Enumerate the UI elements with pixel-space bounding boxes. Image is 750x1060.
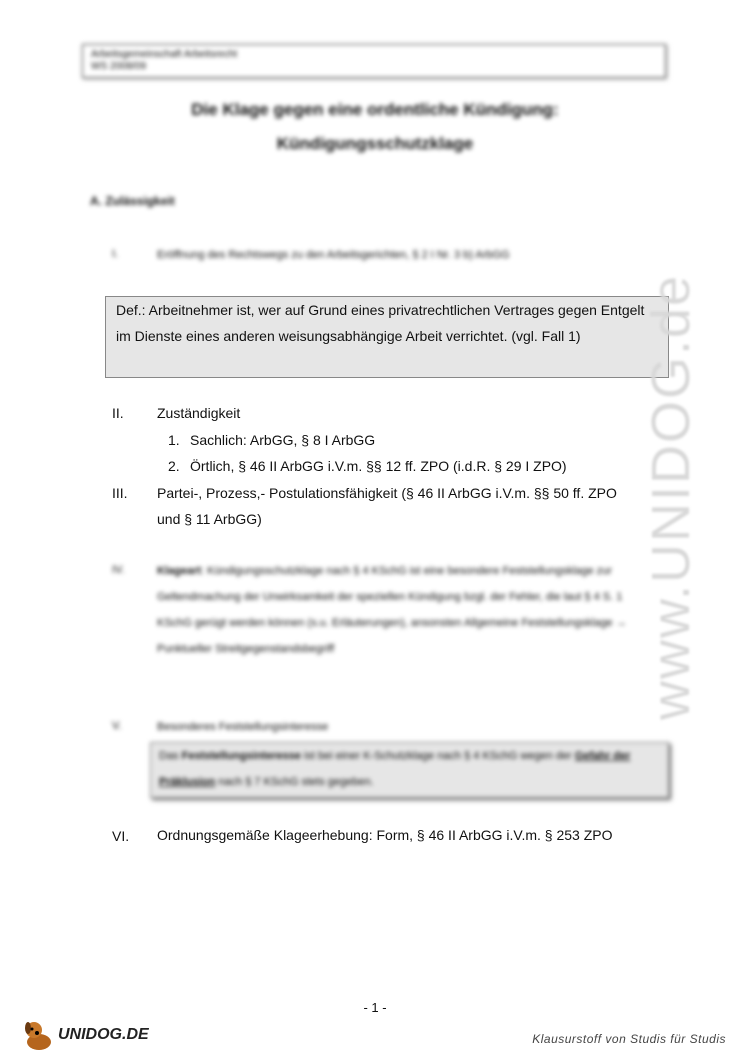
logo-text: UNIDOG.DE [58, 1026, 149, 1043]
item-i-number: I. [112, 248, 119, 260]
item-iv-text [157, 558, 657, 662]
header-line-2: WS 2008/09 [91, 61, 147, 72]
list-item-text: Sachlich: ArbGG, § 8 I ArbGG [190, 432, 376, 448]
item-iii-text [157, 480, 617, 532]
interest-pre: Das [159, 750, 182, 762]
interest-underlined: Gefahr der Präklusion [159, 750, 631, 788]
dog-icon [22, 1018, 56, 1052]
title-line-1: Die Klage gegen eine ordentliche Kündigung: [191, 100, 559, 119]
list-item-number: 2. [168, 458, 180, 474]
item-iv-number: IV. [112, 564, 125, 576]
item-iv-label: Klageart [157, 565, 202, 577]
item-ii-number: II. [112, 405, 124, 421]
list-item [168, 458, 567, 474]
header-box [82, 44, 666, 78]
item-i-text: Eröffnung des Rechtswegs zu den Arbeitsgerichten, § 2 I Nr. 3 b) ArbGG [157, 249, 510, 261]
item-iii-number: III. [112, 485, 128, 501]
header-line-1: Arbeitsgemeinschaft Arbeitsrecht [91, 49, 238, 60]
definition-text: Def.: Arbeitnehmer ist, wer auf Grund eines privatrechtlichen Vertrages gegen Entgelt im Dienste eines anderen weisungsabhängige Arbeit verrichtet. (vgl. Fall 1) [116, 302, 645, 344]
item-v-number: V. [112, 720, 122, 732]
interest-post: nach § 7 KSchG stets gegeben. [215, 776, 374, 788]
item-vi-number: VI. [112, 828, 130, 844]
footer-logo [22, 1018, 149, 1052]
definition-box [105, 296, 669, 378]
watermark: www.UNIDOG.de [641, 273, 701, 720]
interest-bold: Feststellungsinteresse [181, 750, 301, 762]
title-line-2: Kündigungsschutzklage [276, 134, 474, 153]
interest-mid: ist bei einer K-Schutzklage nach § 4 KSchG wegen der [300, 750, 575, 762]
footer-tagline: Klausurstoff von Studis für Studis [532, 1032, 726, 1046]
item-ii-text: Zuständigkeit [157, 405, 241, 421]
page-number: - 1 - [363, 1000, 387, 1015]
list-item [168, 432, 375, 448]
interest-box [150, 742, 669, 798]
item-vi-text: Ordnungsgemäße Klageerhebung: Form, § 46 II ArbGG i.V.m. § 253 ZPO [157, 827, 613, 843]
list-item-number: 1. [168, 432, 180, 448]
item-iii-line-1: Partei-, Prozess,- Postulationsfähigkeit (§ 46 II ArbGG i.V.m. §§ 50 ff. ZPO [157, 485, 617, 501]
item-iv-body: : Kündigungsschutzklage nach § 4 KSchG ist eine besondere Feststellungsklage zur Geltendmachung der Unwirksamkeit der speziellen Kündigung bzgl. der Fehler, die laut § 4 S. 1 KSchG gerügt werden können (s.u. Erläuterungen), ansonsten Allgemeine Feststellungsklage → Punktueller Streitgegenstandsbegriff [157, 565, 627, 655]
section-a-heading: A. Zulässigkeit [90, 194, 175, 208]
item-iii-line-2: und § 11 ArbGG) [157, 511, 262, 527]
list-item-text: Örtlich, § 46 II ArbGG i.V.m. §§ 12 ff. ZPO (i.d.R. § 29 I ZPO) [190, 458, 567, 474]
item-v-text: Besonderes Feststellungsinteresse [157, 721, 329, 733]
